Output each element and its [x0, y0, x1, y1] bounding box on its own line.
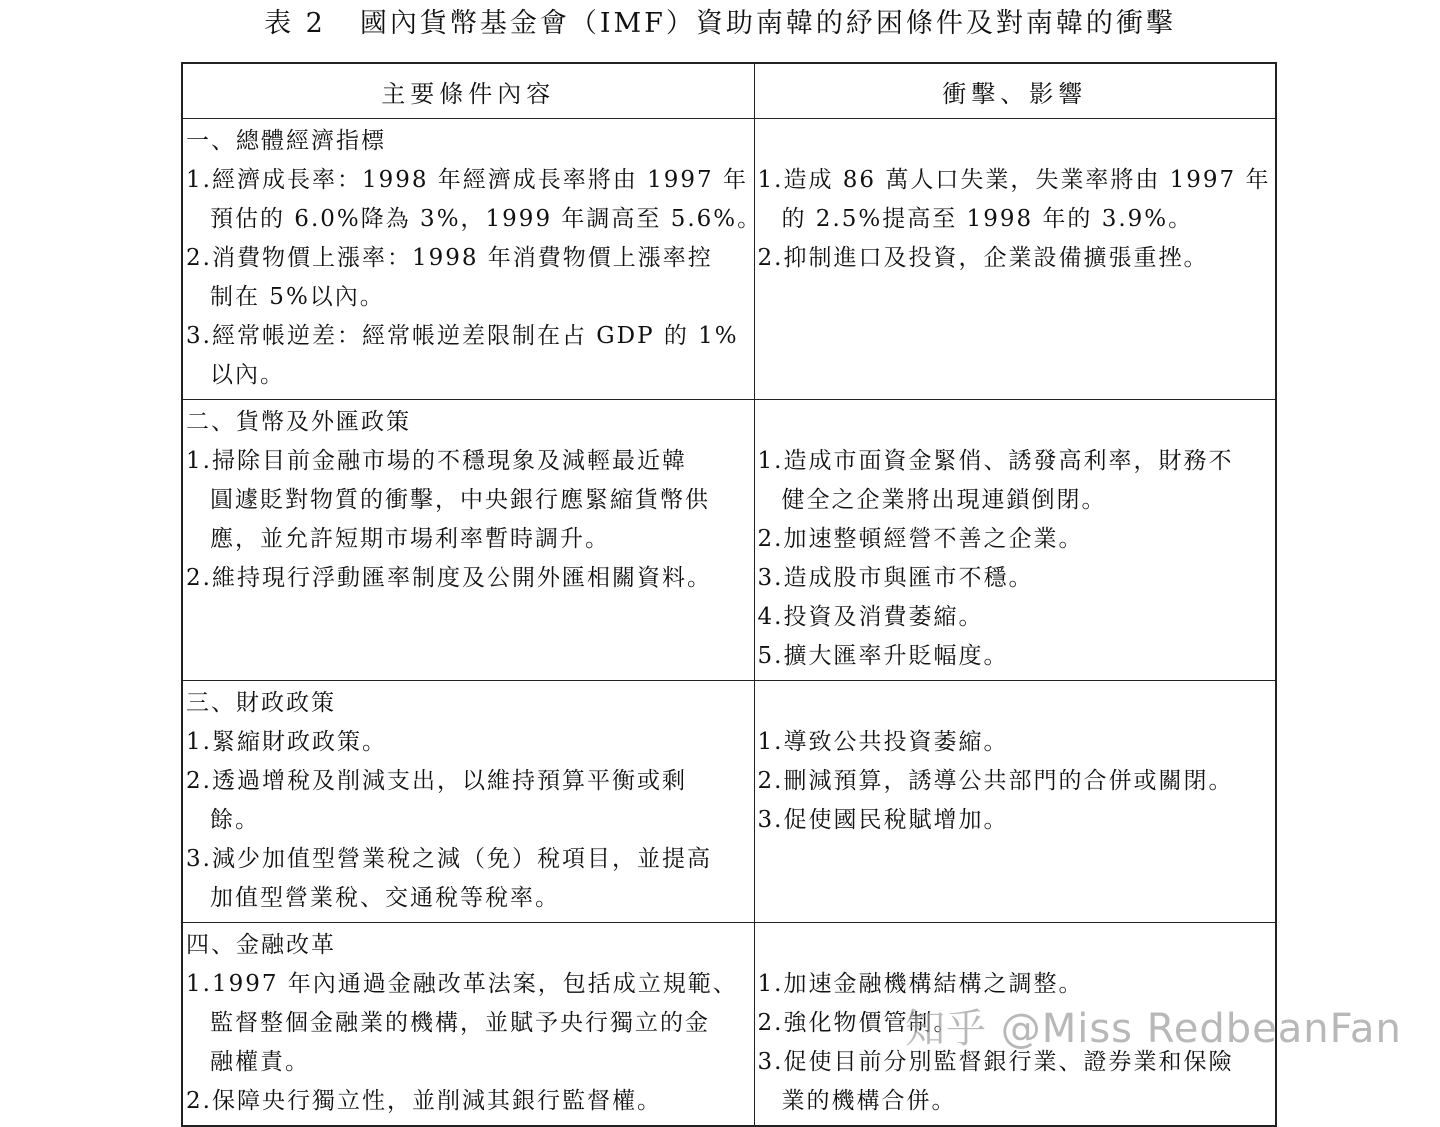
- condition-line: 2.透過增稅及削減支出，以維持預算平衡或剩: [186, 768, 687, 794]
- condition-line: 融權責。: [210, 1049, 310, 1075]
- condition-line: 2.維持現行浮動匯率制度及公開外匯相關資料。: [186, 565, 712, 591]
- impact-line: 健全之企業將出現連鎖倒閉。: [781, 487, 1107, 513]
- impact-line: 的 2.5%提高至 1998 年的 3.9%。: [781, 206, 1194, 232]
- impact-line: 2.強化物價管制。: [757, 1010, 959, 1036]
- impacts-cell: [754, 119, 1276, 400]
- condition-line: 1.緊縮財政政策。: [186, 729, 387, 755]
- impact-line: 2.加速整頓經營不善之企業。: [757, 526, 1084, 552]
- conditions-cell: [182, 681, 754, 923]
- header-row: [182, 63, 1276, 119]
- impact-line: 1.加速金融機構結構之調整。: [757, 971, 1084, 997]
- watermark: 知乎 @Miss RedbeanFan: [905, 1006, 1402, 1052]
- impact-line: 1.造成市面資金緊俏、誘發高利率，財務不: [757, 448, 1234, 474]
- condition-line: 加值型營業稅、交通稅等稅率。: [210, 885, 560, 911]
- section-heading: 四、金融改革: [186, 932, 336, 958]
- impact-line: [758, 403, 1273, 442]
- impact-line: 業的機構合併。: [781, 1088, 957, 1114]
- impact-line: 3.促使目前分別監督銀行業、證券業和保險: [757, 1049, 1234, 1075]
- header-conditions: 主要條件內容: [182, 63, 754, 119]
- impacts-cell: [754, 400, 1276, 681]
- impact-line: 5.擴大匯率升貶幅度。: [757, 643, 1009, 669]
- impact-line: 1.造成 86 萬人口失業，失業率將由 1997 年: [757, 167, 1271, 193]
- table-title-text: 國內貨幣基金會（IMF）資助南韓的紓困條件及對南韓的衝擊: [359, 8, 1176, 39]
- conditions-cell: [182, 400, 754, 681]
- impacts-cell: [754, 923, 1276, 1127]
- impact-line: [758, 684, 1273, 723]
- impacts-cell: [754, 681, 1276, 923]
- impact-line: 3.造成股市與匯市不穩。: [757, 565, 1034, 591]
- condition-line: 3.經常帳逆差：經常帳逆差限制在占 GDP 的 1%: [186, 323, 739, 349]
- condition-line: 餘。: [210, 807, 260, 833]
- impact-line: 4.投資及消費萎縮。: [757, 604, 984, 630]
- header-impacts: 衝擊、影響: [754, 63, 1276, 119]
- table-row: [182, 119, 1276, 400]
- impact-line: [758, 926, 1273, 965]
- impact-line: 2.刪減預算，誘導公共部門的合併或關閉。: [757, 768, 1234, 794]
- table-number: 表 2: [264, 8, 326, 39]
- impact-line: 2.抑制進口及投資，企業設備擴張重挫。: [757, 245, 1209, 271]
- section-heading: 一、總體經濟指標: [186, 128, 386, 154]
- condition-line: 1.掃除目前金融市場的不穩現象及減輕最近韓: [186, 448, 687, 474]
- condition-line: 預估的 6.0%降為 3%，1999 年調高至 5.6%。: [210, 206, 763, 232]
- impact-line: 1.導致公共投資萎縮。: [757, 729, 1009, 755]
- imf-conditions-table: [181, 62, 1277, 1127]
- table-row: [182, 923, 1276, 1127]
- table-row: [182, 681, 1276, 923]
- impact-line: 3.促使國民稅賦增加。: [757, 807, 1009, 833]
- condition-line: 1.1997 年內通過金融改革法案，包括成立規範、: [186, 971, 738, 997]
- conditions-cell: [182, 923, 754, 1127]
- conditions-cell: [182, 119, 763, 400]
- condition-line: 以內。: [210, 362, 285, 388]
- impact-line: [758, 122, 1273, 161]
- table-body: [182, 119, 1276, 1127]
- table-row: [182, 400, 1276, 681]
- condition-line: 2.消費物價上漲率：1998 年消費物價上漲率控: [186, 245, 713, 271]
- condition-line: 監督整個金融業的機構，並賦予央行獨立的金: [210, 1010, 710, 1036]
- section-heading: 二、貨幣及外匯政策: [186, 409, 411, 435]
- condition-line: 制在 5%以內。: [210, 284, 385, 310]
- condition-line: 圓遽貶對物質的衝擊，中央銀行應緊縮貨幣供: [210, 487, 710, 513]
- condition-line: 2.保障央行獨立性，並削減其銀行監督權。: [186, 1088, 662, 1114]
- condition-line: 應，並允許短期市場利率暫時調升。: [210, 526, 610, 552]
- condition-line: 1.經濟成長率：1998 年經濟成長率將由 1997 年: [186, 167, 748, 193]
- condition-line: 3.減少加值型營業稅之減（免）稅項目，並提高: [186, 846, 712, 872]
- table-title: [0, 4, 1440, 44]
- section-heading: 三、財政政策: [186, 690, 336, 716]
